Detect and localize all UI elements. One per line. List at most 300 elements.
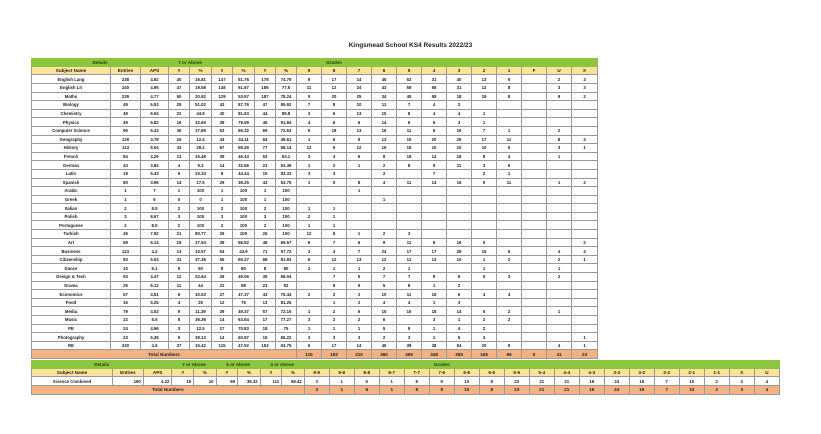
table-cell: 6 — [322, 109, 347, 118]
table-cell: 3 — [572, 83, 598, 92]
total-cell: 115 — [297, 350, 322, 359]
table-cell: 1 — [572, 333, 598, 342]
column-header: 4-4 — [554, 369, 579, 377]
table-cell: 18 — [397, 144, 422, 153]
table-cell: 6 — [322, 135, 347, 144]
table-row — [32, 264, 598, 273]
column-header: % — [282, 369, 305, 377]
table-cell — [297, 298, 322, 307]
total-cell: 8 — [404, 385, 429, 394]
table-cell: 2 — [572, 92, 598, 101]
table-cell: 7 — [472, 126, 497, 135]
table-cell: 45 — [397, 92, 422, 101]
column-header: % — [238, 369, 261, 377]
table-cell: 16 — [169, 118, 190, 127]
table-cell: 100 — [276, 221, 297, 230]
table-cell: 5.82 — [141, 118, 169, 127]
table-cell: 58 — [422, 83, 447, 92]
table-cell: 14 — [169, 178, 190, 187]
table-row — [32, 341, 598, 350]
table-cell: 17 — [397, 247, 422, 256]
table-cell: 15 — [397, 135, 422, 144]
table-cell — [522, 75, 547, 84]
table-cell: 48 — [255, 238, 276, 247]
table-cell: 2 — [322, 307, 347, 316]
table-cell: 44.44 — [233, 169, 255, 178]
table-cell: 49 — [111, 109, 141, 118]
column-header: Entries — [111, 67, 141, 75]
table-cell: 69 — [111, 238, 141, 247]
table-cell — [547, 290, 572, 299]
table-cell: 46.43 — [233, 152, 255, 161]
table-cell: 100 — [190, 187, 212, 196]
table-cell: 12 — [397, 255, 422, 264]
table-cell: 100 — [276, 204, 297, 213]
table-cell: 6 — [422, 118, 447, 127]
table-cell: 57.72 — [276, 247, 297, 256]
table-cell — [572, 118, 598, 127]
table-cell: 53.49 — [276, 161, 297, 170]
total-cell: 409 — [397, 350, 422, 359]
table-cell — [547, 169, 572, 178]
table-cell: 13 — [347, 255, 372, 264]
table-cell: 3 — [497, 273, 522, 282]
table-cell: 2 — [212, 204, 233, 213]
table-cell: 60.87 — [233, 333, 255, 342]
table-cell — [347, 195, 372, 204]
table-cell: 13 — [255, 298, 276, 307]
table-cell: 100 — [233, 187, 255, 196]
table-cell: 36.36 — [190, 316, 212, 325]
table-cell: 81.93 — [276, 255, 297, 264]
table-cell: 4.47 — [141, 273, 169, 282]
table-cell — [497, 221, 522, 230]
table-cell: 100 — [233, 212, 255, 221]
table-cell: 2 — [497, 307, 522, 316]
table-cell: 9 — [169, 333, 190, 342]
table-cell: 2 — [297, 264, 322, 273]
total-cell: 10 — [679, 385, 704, 394]
table-cell: 38 — [422, 341, 447, 350]
table-cell: 10 — [472, 144, 497, 153]
table-cell: 63.64 — [233, 316, 255, 325]
table-cell — [547, 109, 572, 118]
table-cell: 2 — [729, 377, 754, 386]
table-cell: 3 — [297, 109, 322, 118]
table-cell: 2 — [472, 324, 497, 333]
total-cell: 16 — [629, 385, 654, 394]
table-cell: 2 — [372, 230, 397, 239]
table-cell: 6 — [169, 290, 190, 299]
table-cell — [422, 204, 447, 213]
table-cell — [447, 204, 472, 213]
table-cell — [572, 324, 598, 333]
table-cell: 66.27 — [233, 255, 255, 264]
table-cell — [522, 195, 547, 204]
table-cell: 7 — [322, 273, 347, 282]
column-header: 7-7 — [404, 369, 429, 377]
table-cell: 49.06 — [233, 273, 255, 282]
table-cell — [472, 101, 497, 110]
table-cell — [522, 247, 547, 256]
table-cell — [522, 281, 547, 290]
table-cell: 5 — [372, 281, 397, 290]
column-header: 7 — [347, 67, 372, 75]
total-cell: 210 — [347, 350, 372, 359]
table-cell — [572, 221, 598, 230]
table-cell: 239 — [111, 92, 141, 101]
table-cell — [572, 152, 598, 161]
table-cell: 6 — [297, 238, 322, 247]
table-cell: 27 — [212, 290, 233, 299]
table-cell: 77.27 — [276, 316, 297, 325]
table-cell: 1 — [297, 178, 322, 187]
table-cell — [397, 204, 422, 213]
table-cell: 1 — [547, 307, 572, 316]
table-cell: 148 — [212, 83, 233, 92]
table-cell: 1 — [547, 152, 572, 161]
table-cell: 2 — [547, 126, 572, 135]
table-cell: 1 — [111, 187, 141, 196]
table-cell: 9 — [397, 118, 422, 127]
table-cell: 2 — [497, 316, 522, 325]
table-cell: 8 — [397, 109, 422, 118]
table-cell: 49.61 — [276, 135, 297, 144]
column-header: 3-2 — [629, 369, 654, 377]
table-cell: 43 — [255, 290, 276, 299]
subject-name-cell: French — [32, 152, 111, 161]
table-cell — [547, 230, 572, 239]
table-cell: 100 — [276, 212, 297, 221]
table-cell: 3.96 — [141, 178, 169, 187]
subject-name-cell: Arabic — [32, 187, 111, 196]
table-cell: 1 — [422, 324, 447, 333]
table-cell — [497, 281, 522, 290]
table-cell — [422, 195, 447, 204]
table-cell: 35 — [255, 273, 276, 282]
column-header: 6 — [372, 67, 397, 75]
table-cell: 17 — [322, 341, 347, 350]
table-cell: 2 — [255, 221, 276, 230]
table-cell: 7 — [141, 187, 169, 196]
table-cell: 10 — [372, 109, 397, 118]
table-cell: 11 — [372, 101, 397, 110]
table-cell: 4 — [447, 324, 472, 333]
table-cell: 2 — [447, 101, 472, 110]
table-cell: 100 — [233, 221, 255, 230]
table-row — [32, 307, 598, 316]
table-cell: 45 — [372, 75, 397, 84]
table-cell: 16 — [447, 238, 472, 247]
table-cell — [522, 212, 547, 221]
table-cell: 8 — [497, 83, 522, 92]
table-cell: 9 — [297, 75, 322, 84]
table-cell: 7 — [322, 238, 347, 247]
subject-name-cell: Drama — [32, 281, 111, 290]
table-cell: 10 — [422, 144, 447, 153]
table-cell — [522, 118, 547, 127]
table-cell — [447, 212, 472, 221]
column-header: 8 — [322, 67, 347, 75]
subject-name-cell: Latin — [32, 169, 111, 178]
table-cell: 36.25 — [233, 178, 255, 187]
table-cell — [497, 109, 522, 118]
table-cell: 80 — [111, 178, 141, 187]
table-cell — [547, 204, 572, 213]
table-cell: 88 — [233, 281, 255, 290]
table-cell — [447, 264, 472, 273]
table-cell: 3 — [347, 333, 372, 342]
table-cell: 10 — [372, 290, 397, 299]
table-cell — [572, 316, 598, 325]
table-cell: 3 — [297, 316, 322, 325]
table-cell: 53.97 — [233, 92, 255, 101]
group-blank-4 — [447, 59, 598, 67]
table-cell: 2 — [497, 255, 522, 264]
table-cell: 26 — [212, 230, 233, 239]
table-cell: 91.84 — [276, 118, 297, 127]
table-cell: 20 — [422, 135, 447, 144]
table-cell: 67 — [212, 144, 233, 153]
table-cell — [522, 178, 547, 187]
table-cell: 18 — [447, 92, 472, 101]
table-cell: 100 — [276, 187, 297, 196]
table-cell: 12 — [322, 255, 347, 264]
table-cell — [547, 238, 572, 247]
table-cell — [522, 126, 547, 135]
table-cell: 95 — [111, 126, 141, 135]
table-cell: 51.02 — [190, 101, 212, 110]
table-cell: 71 — [255, 247, 276, 256]
table-cell: 58 — [397, 83, 422, 92]
table-row — [32, 273, 598, 282]
table-cell: 17 — [255, 316, 276, 325]
table-cell: 77.5 — [276, 83, 297, 92]
table-cell: 5.39 — [141, 333, 169, 342]
table-row — [32, 161, 598, 170]
ks4-results-table — [31, 58, 598, 359]
column-header: # — [260, 369, 282, 377]
table-cell: 8 — [547, 135, 572, 144]
table-cell: 3 — [472, 161, 497, 170]
table-cell: 8 — [212, 169, 233, 178]
table-cell: 9 — [347, 135, 372, 144]
table-cell: 15 — [372, 307, 397, 316]
table-row — [32, 281, 598, 290]
subject-name-cell: Italian — [32, 204, 111, 213]
table-cell: 5 — [347, 281, 372, 290]
table-cell: 0 — [169, 195, 190, 204]
table-cell: 2 — [347, 298, 372, 307]
table-cell: 75 — [233, 298, 255, 307]
table-cell — [347, 221, 372, 230]
table-cell: 2 — [169, 221, 190, 230]
table-cell: 5 — [297, 126, 322, 135]
table-cell — [522, 290, 547, 299]
table-cell: 18 — [322, 126, 347, 135]
table-cell: 29 — [447, 135, 472, 144]
table-cell: 12 — [372, 255, 397, 264]
table-cell — [497, 333, 522, 342]
table-row — [32, 169, 598, 178]
table-cell: 1 — [347, 161, 372, 170]
total-cell: 1 — [329, 385, 354, 394]
column-header: # — [212, 67, 233, 75]
subject-name-cell: Turkish — [32, 230, 111, 239]
table-cell: 1 — [322, 264, 347, 273]
table-cell: 4 — [322, 152, 347, 161]
table-cell: 186 — [255, 83, 276, 92]
table-cell — [497, 324, 522, 333]
column-header: 4 — [422, 67, 447, 75]
table-cell: 4 — [169, 298, 190, 307]
table-cell: 6 — [422, 126, 447, 135]
table-cell: 39 — [212, 152, 233, 161]
subject-name-cell: Science Combined — [32, 377, 113, 386]
table-cell: 10 — [347, 101, 372, 110]
total-cell: 2 — [704, 385, 729, 394]
table-cell — [447, 195, 472, 204]
table-cell: 3 — [322, 247, 347, 256]
subject-name-cell: Spanish — [32, 178, 111, 187]
table-row — [32, 195, 598, 204]
table-cell: 80.77 — [190, 230, 212, 239]
table-cell: 14 — [212, 316, 233, 325]
table-cell: 5.04 — [141, 144, 169, 153]
table-cell: 11 — [447, 161, 472, 170]
table-cell: 100 — [233, 195, 255, 204]
table-cell: 4 — [754, 377, 779, 386]
table-cell: 123 — [111, 247, 141, 256]
table-cell: 1 — [472, 255, 497, 264]
table-cell: 64 — [255, 135, 276, 144]
table-cell: 1 — [322, 212, 347, 221]
table-cell: 3.84 — [141, 161, 169, 170]
table-cell: 5 — [497, 75, 522, 84]
table-cell: 5 — [497, 144, 522, 153]
group-blank-3 — [372, 59, 447, 67]
table-cell: 1 — [297, 307, 322, 316]
table-cell: 8 — [497, 92, 522, 101]
table-cell: 3 — [322, 169, 347, 178]
table-cell: 2 — [322, 290, 347, 299]
table-cell: 61.76 — [233, 75, 255, 84]
column-header: 9-9 — [304, 369, 329, 377]
table-row — [32, 316, 598, 325]
column-header: F — [522, 67, 547, 75]
table-cell: 14 — [347, 75, 372, 84]
table-cell: 6.04 — [141, 109, 169, 118]
column-header: 2-2 — [654, 369, 679, 377]
table-cell: 3 — [111, 212, 141, 221]
table-cell: 1 — [422, 333, 447, 342]
table-cell — [522, 255, 547, 264]
table-cell: 18 — [111, 169, 141, 178]
table-cell: 27.54 — [190, 238, 212, 247]
column-header: # — [169, 67, 190, 75]
table-row — [32, 204, 598, 213]
table-cell — [547, 298, 572, 307]
table-cell: 10 — [193, 377, 216, 386]
table-cell: 4.77 — [141, 92, 169, 101]
table-cell: 2 — [547, 75, 572, 84]
table-cell — [472, 221, 497, 230]
table-cell: 11 — [497, 135, 522, 144]
table-cell: 4 — [547, 341, 572, 350]
table-cell: 2 — [372, 161, 397, 170]
table-cell: 12 — [297, 144, 322, 153]
table-cell: 21 — [529, 377, 554, 386]
table-cell — [347, 169, 372, 178]
group-header-row — [32, 361, 780, 369]
table-cell — [297, 281, 322, 290]
total-cell: 6 — [354, 385, 379, 394]
table-cell: 2 — [297, 212, 322, 221]
column-header: # — [216, 369, 238, 377]
table-cell: 11 — [497, 178, 522, 187]
table-cell — [547, 187, 572, 196]
table-cell — [497, 118, 522, 127]
total-cell: 360 — [372, 350, 397, 359]
table-cell: 2 — [472, 316, 497, 325]
subject-name-cell: English Lang — [32, 75, 111, 84]
table-cell: 13 — [472, 75, 497, 84]
table-cell: 25 — [169, 101, 190, 110]
table-cell: 11 — [397, 126, 422, 135]
table-cell: 62 — [397, 75, 422, 84]
table-cell — [572, 204, 598, 213]
table-cell: 6 — [354, 377, 379, 386]
column-header-row — [32, 369, 780, 377]
table-cell — [347, 212, 372, 221]
column-header: U — [754, 369, 779, 377]
table-cell: 100 — [276, 195, 297, 204]
table-cell: 3 — [297, 333, 322, 342]
table-cell: 95.92 — [276, 101, 297, 110]
table-cell: 33.33 — [190, 169, 212, 178]
table-cell: 5 — [447, 333, 472, 342]
table-row — [32, 83, 598, 92]
table-cell: 14 — [212, 161, 233, 170]
table-cell: 17.5 — [190, 178, 212, 187]
column-header: 8-8 — [354, 369, 379, 377]
table-cell: 84 — [111, 152, 141, 161]
table-cell: 32.56 — [233, 161, 255, 170]
table-cell: 1 — [447, 316, 472, 325]
table-cell: 5 — [472, 307, 497, 316]
table-cell: 58.42 — [282, 377, 305, 386]
table-cell: 22 — [111, 316, 141, 325]
table-row — [32, 298, 598, 307]
column-header-row — [32, 67, 598, 75]
subject-name-cell: Computer Science — [32, 126, 111, 135]
table-cell — [497, 264, 522, 273]
table-cell: 24 — [347, 83, 372, 92]
group-5-or-above: 5 or Above — [216, 361, 260, 369]
total-label: Total Numbers — [32, 385, 305, 394]
table-cell: 9.3 — [190, 161, 212, 170]
total-cell: 355 — [447, 350, 472, 359]
table-cell — [572, 195, 598, 204]
table-cell: 1 — [472, 264, 497, 273]
column-header: % — [276, 67, 297, 75]
table-cell: 5 — [497, 247, 522, 256]
group-blank-3 — [629, 361, 704, 369]
table-cell: 129 — [212, 92, 233, 101]
subject-name-cell: Geography — [32, 135, 111, 144]
table-cell: 45 — [255, 118, 276, 127]
table-cell — [347, 204, 372, 213]
